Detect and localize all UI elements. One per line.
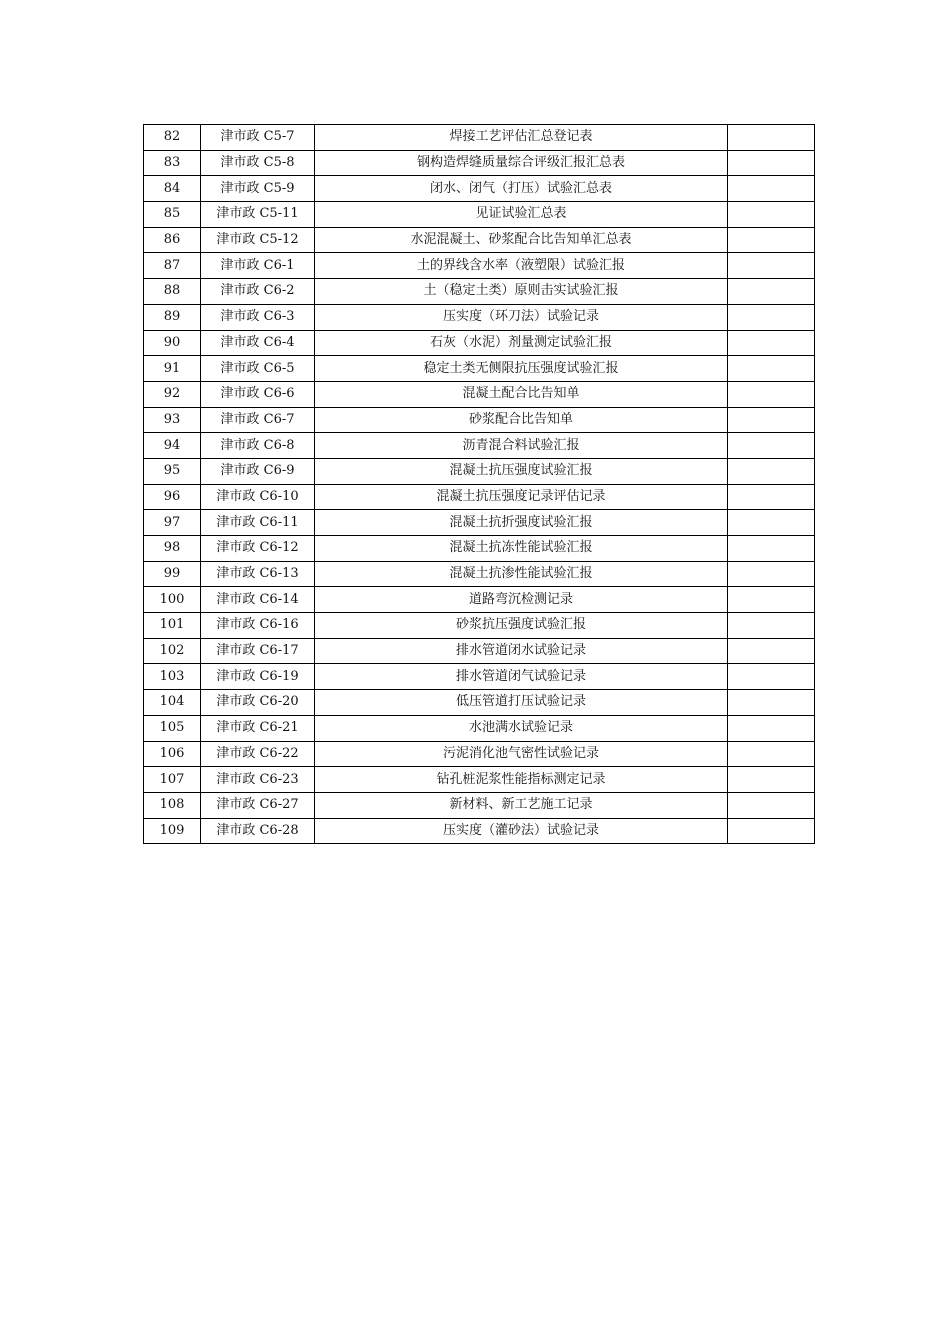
form-name: 土的界线含水率（液塑限）试验汇报 (315, 253, 728, 279)
row-number: 105 (144, 715, 201, 741)
row-number: 98 (144, 536, 201, 562)
form-code: 津市政 C6-3 (201, 304, 315, 330)
row-number: 97 (144, 510, 201, 536)
form-name: 污泥消化池气密性试验记录 (315, 741, 728, 767)
form-name: 焊接工艺评估汇总登记表 (315, 125, 728, 151)
row-number: 82 (144, 125, 201, 151)
form-code: 津市政 C6-7 (201, 407, 315, 433)
table-row (144, 690, 815, 716)
row-number: 100 (144, 587, 201, 613)
form-name: 新材料、新工艺施工记录 (315, 792, 728, 818)
form-name: 钢构造焊缝质量综合评级汇报汇总表 (315, 150, 728, 176)
row-number: 101 (144, 613, 201, 639)
remarks-cell (728, 561, 815, 587)
form-name: 石灰（水泥）剂量测定试验汇报 (315, 330, 728, 356)
form-code: 津市政 C6-22 (201, 741, 315, 767)
table-row (144, 176, 815, 202)
row-number: 91 (144, 356, 201, 382)
remarks-cell (728, 458, 815, 484)
remarks-cell (728, 715, 815, 741)
remarks-cell (728, 356, 815, 382)
remarks-cell (728, 381, 815, 407)
form-code: 津市政 C6-16 (201, 613, 315, 639)
form-name: 混凝土抗折强度试验汇报 (315, 510, 728, 536)
form-name: 低压管道打压试验记录 (315, 690, 728, 716)
remarks-cell (728, 330, 815, 356)
form-code: 津市政 C5-12 (201, 227, 315, 253)
form-code: 津市政 C6-6 (201, 381, 315, 407)
table-row (144, 613, 815, 639)
form-name: 闭水、闭气（打压）试验汇总表 (315, 176, 728, 202)
row-number: 85 (144, 202, 201, 228)
form-name: 混凝土配合比告知单 (315, 381, 728, 407)
row-number: 84 (144, 176, 201, 202)
row-number: 102 (144, 638, 201, 664)
remarks-cell (728, 818, 815, 844)
form-name: 水池满水试验记录 (315, 715, 728, 741)
form-name: 道路弯沉检测记录 (315, 587, 728, 613)
table-row (144, 536, 815, 562)
table-row (144, 202, 815, 228)
row-number: 86 (144, 227, 201, 253)
row-number: 103 (144, 664, 201, 690)
table-row (144, 458, 815, 484)
table-row (144, 356, 815, 382)
table-row (144, 407, 815, 433)
form-name: 排水管道闭气试验记录 (315, 664, 728, 690)
row-number: 87 (144, 253, 201, 279)
remarks-cell (728, 484, 815, 510)
form-name: 沥青混合料试验汇报 (315, 433, 728, 459)
table-row (144, 125, 815, 151)
row-number: 83 (144, 150, 201, 176)
remarks-cell (728, 741, 815, 767)
remarks-cell (728, 792, 815, 818)
form-name: 混凝土抗压强度试验汇报 (315, 458, 728, 484)
form-name: 压实度（灌砂法）试验记录 (315, 818, 728, 844)
row-number: 89 (144, 304, 201, 330)
form-name: 压实度（环刀法）试验记录 (315, 304, 728, 330)
table-row (144, 253, 815, 279)
remarks-cell (728, 150, 815, 176)
row-number: 95 (144, 458, 201, 484)
form-code: 津市政 C6-13 (201, 561, 315, 587)
row-number: 108 (144, 792, 201, 818)
remarks-cell (728, 407, 815, 433)
table-row (144, 150, 815, 176)
table-row (144, 279, 815, 305)
form-code: 津市政 C6-23 (201, 767, 315, 793)
row-number: 104 (144, 690, 201, 716)
form-name: 土（稳定土类）原则击实试验汇报 (315, 279, 728, 305)
form-code: 津市政 C6-17 (201, 638, 315, 664)
form-code: 津市政 C6-8 (201, 433, 315, 459)
form-code: 津市政 C6-20 (201, 690, 315, 716)
row-number: 99 (144, 561, 201, 587)
table-row (144, 638, 815, 664)
table-row (144, 767, 815, 793)
form-name: 混凝土抗冻性能试验汇报 (315, 536, 728, 562)
records-table-body (144, 125, 815, 844)
remarks-cell (728, 536, 815, 562)
remarks-cell (728, 510, 815, 536)
remarks-cell (728, 304, 815, 330)
form-code: 津市政 C5-8 (201, 150, 315, 176)
form-code: 津市政 C6-5 (201, 356, 315, 382)
document-page (143, 124, 814, 844)
table-row (144, 433, 815, 459)
row-number: 96 (144, 484, 201, 510)
form-code: 津市政 C6-2 (201, 279, 315, 305)
row-number: 107 (144, 767, 201, 793)
table-row (144, 510, 815, 536)
table-row (144, 715, 815, 741)
form-code: 津市政 C6-10 (201, 484, 315, 510)
records-table (143, 124, 815, 844)
row-number: 88 (144, 279, 201, 305)
table-row (144, 561, 815, 587)
remarks-cell (728, 176, 815, 202)
form-code: 津市政 C6-14 (201, 587, 315, 613)
row-number: 106 (144, 741, 201, 767)
remarks-cell (728, 664, 815, 690)
form-name: 混凝土抗压强度记录评估记录 (315, 484, 728, 510)
table-row (144, 664, 815, 690)
form-name: 砂浆抗压强度试验汇报 (315, 613, 728, 639)
form-code: 津市政 C6-4 (201, 330, 315, 356)
form-name: 稳定土类无侧限抗压强度试验汇报 (315, 356, 728, 382)
table-row (144, 381, 815, 407)
remarks-cell (728, 767, 815, 793)
table-row (144, 587, 815, 613)
table-row (144, 330, 815, 356)
form-name: 混凝土抗渗性能试验汇报 (315, 561, 728, 587)
form-code: 津市政 C6-12 (201, 536, 315, 562)
remarks-cell (728, 125, 815, 151)
table-row (144, 818, 815, 844)
form-name: 见证试验汇总表 (315, 202, 728, 228)
table-row (144, 227, 815, 253)
remarks-cell (728, 202, 815, 228)
form-code: 津市政 C6-19 (201, 664, 315, 690)
remarks-cell (728, 253, 815, 279)
remarks-cell (728, 587, 815, 613)
remarks-cell (728, 279, 815, 305)
row-number: 90 (144, 330, 201, 356)
row-number: 92 (144, 381, 201, 407)
row-number: 93 (144, 407, 201, 433)
form-code: 津市政 C6-28 (201, 818, 315, 844)
form-code: 津市政 C5-7 (201, 125, 315, 151)
form-name: 砂浆配合比告知单 (315, 407, 728, 433)
form-code: 津市政 C6-1 (201, 253, 315, 279)
form-code: 津市政 C6-9 (201, 458, 315, 484)
remarks-cell (728, 638, 815, 664)
row-number: 94 (144, 433, 201, 459)
remarks-cell (728, 690, 815, 716)
row-number: 109 (144, 818, 201, 844)
table-row (144, 484, 815, 510)
table-row (144, 792, 815, 818)
form-code: 津市政 C6-27 (201, 792, 315, 818)
form-code: 津市政 C5-11 (201, 202, 315, 228)
remarks-cell (728, 613, 815, 639)
form-code: 津市政 C5-9 (201, 176, 315, 202)
form-name: 水泥混凝土、砂浆配合比告知单汇总表 (315, 227, 728, 253)
remarks-cell (728, 227, 815, 253)
form-name: 排水管道闭水试验记录 (315, 638, 728, 664)
form-code: 津市政 C6-21 (201, 715, 315, 741)
form-name: 钻孔桩泥浆性能指标测定记录 (315, 767, 728, 793)
table-row (144, 741, 815, 767)
form-code: 津市政 C6-11 (201, 510, 315, 536)
table-row (144, 304, 815, 330)
remarks-cell (728, 433, 815, 459)
